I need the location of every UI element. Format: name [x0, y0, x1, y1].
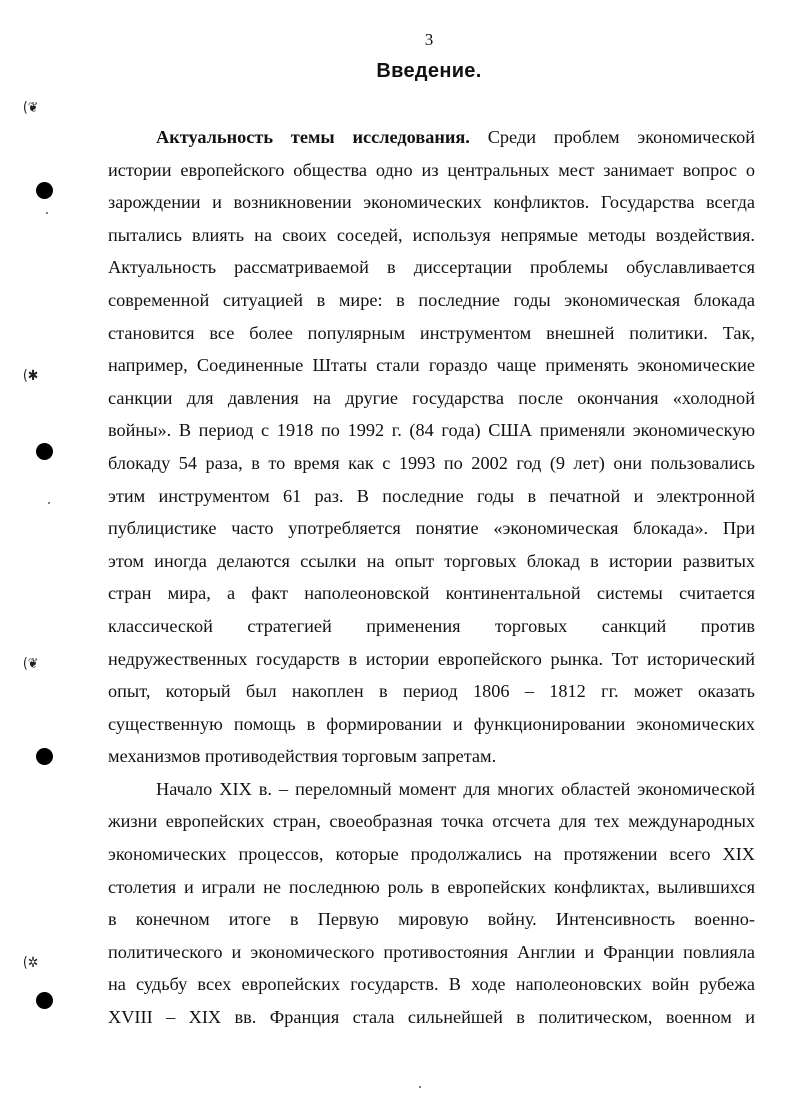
page-number: 3 [424, 30, 434, 49]
section-lead: Актуальность темы исследования. [156, 127, 470, 147]
text-line: на судьбу всех европейских государств. В ходе наполеоновских войн рубежа [108, 974, 755, 995]
text-line: этом иногда делаются ссылки на опыт торговых блокад в истории развитых [108, 550, 755, 571]
text-line: становится все более популярным инструментом внешней политики. Так, [108, 322, 755, 343]
text-line: блокаду 54 раза, в то время как с 1993 по 2002 год (9 лет) они пользовались [108, 452, 755, 473]
text-line: столетия и играли не последнюю роль в европейских конфликтах, вылившихся [108, 876, 755, 897]
scan-speck [46, 212, 48, 214]
margin-scan-mark: (❦ [22, 100, 39, 116]
text-line: стран мира, а факт наполеоновской континентальной системы считается [108, 583, 755, 604]
text-line: Актуальность темы исследования. Среди проблем экономической [156, 127, 755, 147]
margin-scan-mark: (✲ [22, 955, 39, 971]
margin-scan-mark: (✱ [22, 368, 39, 384]
text-line: войны». В период с 1918 по 1992 г. (84 года) США применяли экономическую [108, 420, 755, 441]
page-heading: Введение. [376, 60, 482, 82]
binder-hole [36, 182, 53, 199]
text-line: политического и экономического противостояния Англии и Франции повлияла [108, 941, 755, 962]
text-line: Начало XIX в. – переломный момент для многих областей экономической [156, 778, 755, 799]
text-line: зарождении и возникновении экономических конфликтов. Государства всегда [108, 192, 755, 213]
text-line: Актуальность рассматриваемой в диссертации проблемы обуславливается [108, 257, 755, 278]
text-line: классической стратегией применения торговых санкций против [108, 615, 755, 636]
text-line: существенную помощь в формировании и функционировании экономических [108, 713, 755, 734]
text-line: пытались влиять на своих соседей, используя непрямые методы воздействия. [108, 224, 755, 245]
text-line: недружественных государств в истории европейского рынка. Тот исторический [108, 648, 755, 669]
binder-hole [36, 748, 53, 765]
text-line: например, Соединенные Штаты стали гораздо чаще применять экономические [108, 355, 755, 376]
text-line: публицистике часто употребляется понятие «экономическая блокада». При [108, 518, 755, 539]
binder-hole [36, 443, 53, 460]
text-line: механизмов противодействия торговым запретам. [108, 746, 497, 767]
scan-speck [48, 502, 50, 504]
text-line: XVIII – XIX вв. Франция стала сильнейшей в политическом, военном и [108, 1007, 755, 1028]
text-line: жизни европейских стран, своеобразная точка отсчета для тех международных [108, 811, 755, 832]
text-line: опыт, который был накоплен в период 1806 – 1812 гг. может оказать [108, 681, 755, 702]
binder-hole [36, 992, 53, 1009]
text-line: современной ситуацией в мире: в последние годы экономическая блокада [108, 289, 755, 310]
body-text [108, 121, 755, 1034]
scan-speck [419, 1086, 421, 1088]
text-line: этим инструментом 61 раз. В последние годы в печатной и электронной [108, 485, 755, 506]
text-line: в конечном итоге в Первую мировую войну. Интенсивность военно- [108, 909, 755, 930]
text-line: санкции для давления на другие государства после окончания «холодной [108, 387, 755, 408]
text-line: экономических процессов, которые продолжались на протяжении всего XIX [108, 844, 755, 865]
text-line: истории европейского общества одно из центральных мест занимает вопрос о [108, 159, 755, 180]
margin-scan-mark: (❦ [22, 656, 39, 672]
